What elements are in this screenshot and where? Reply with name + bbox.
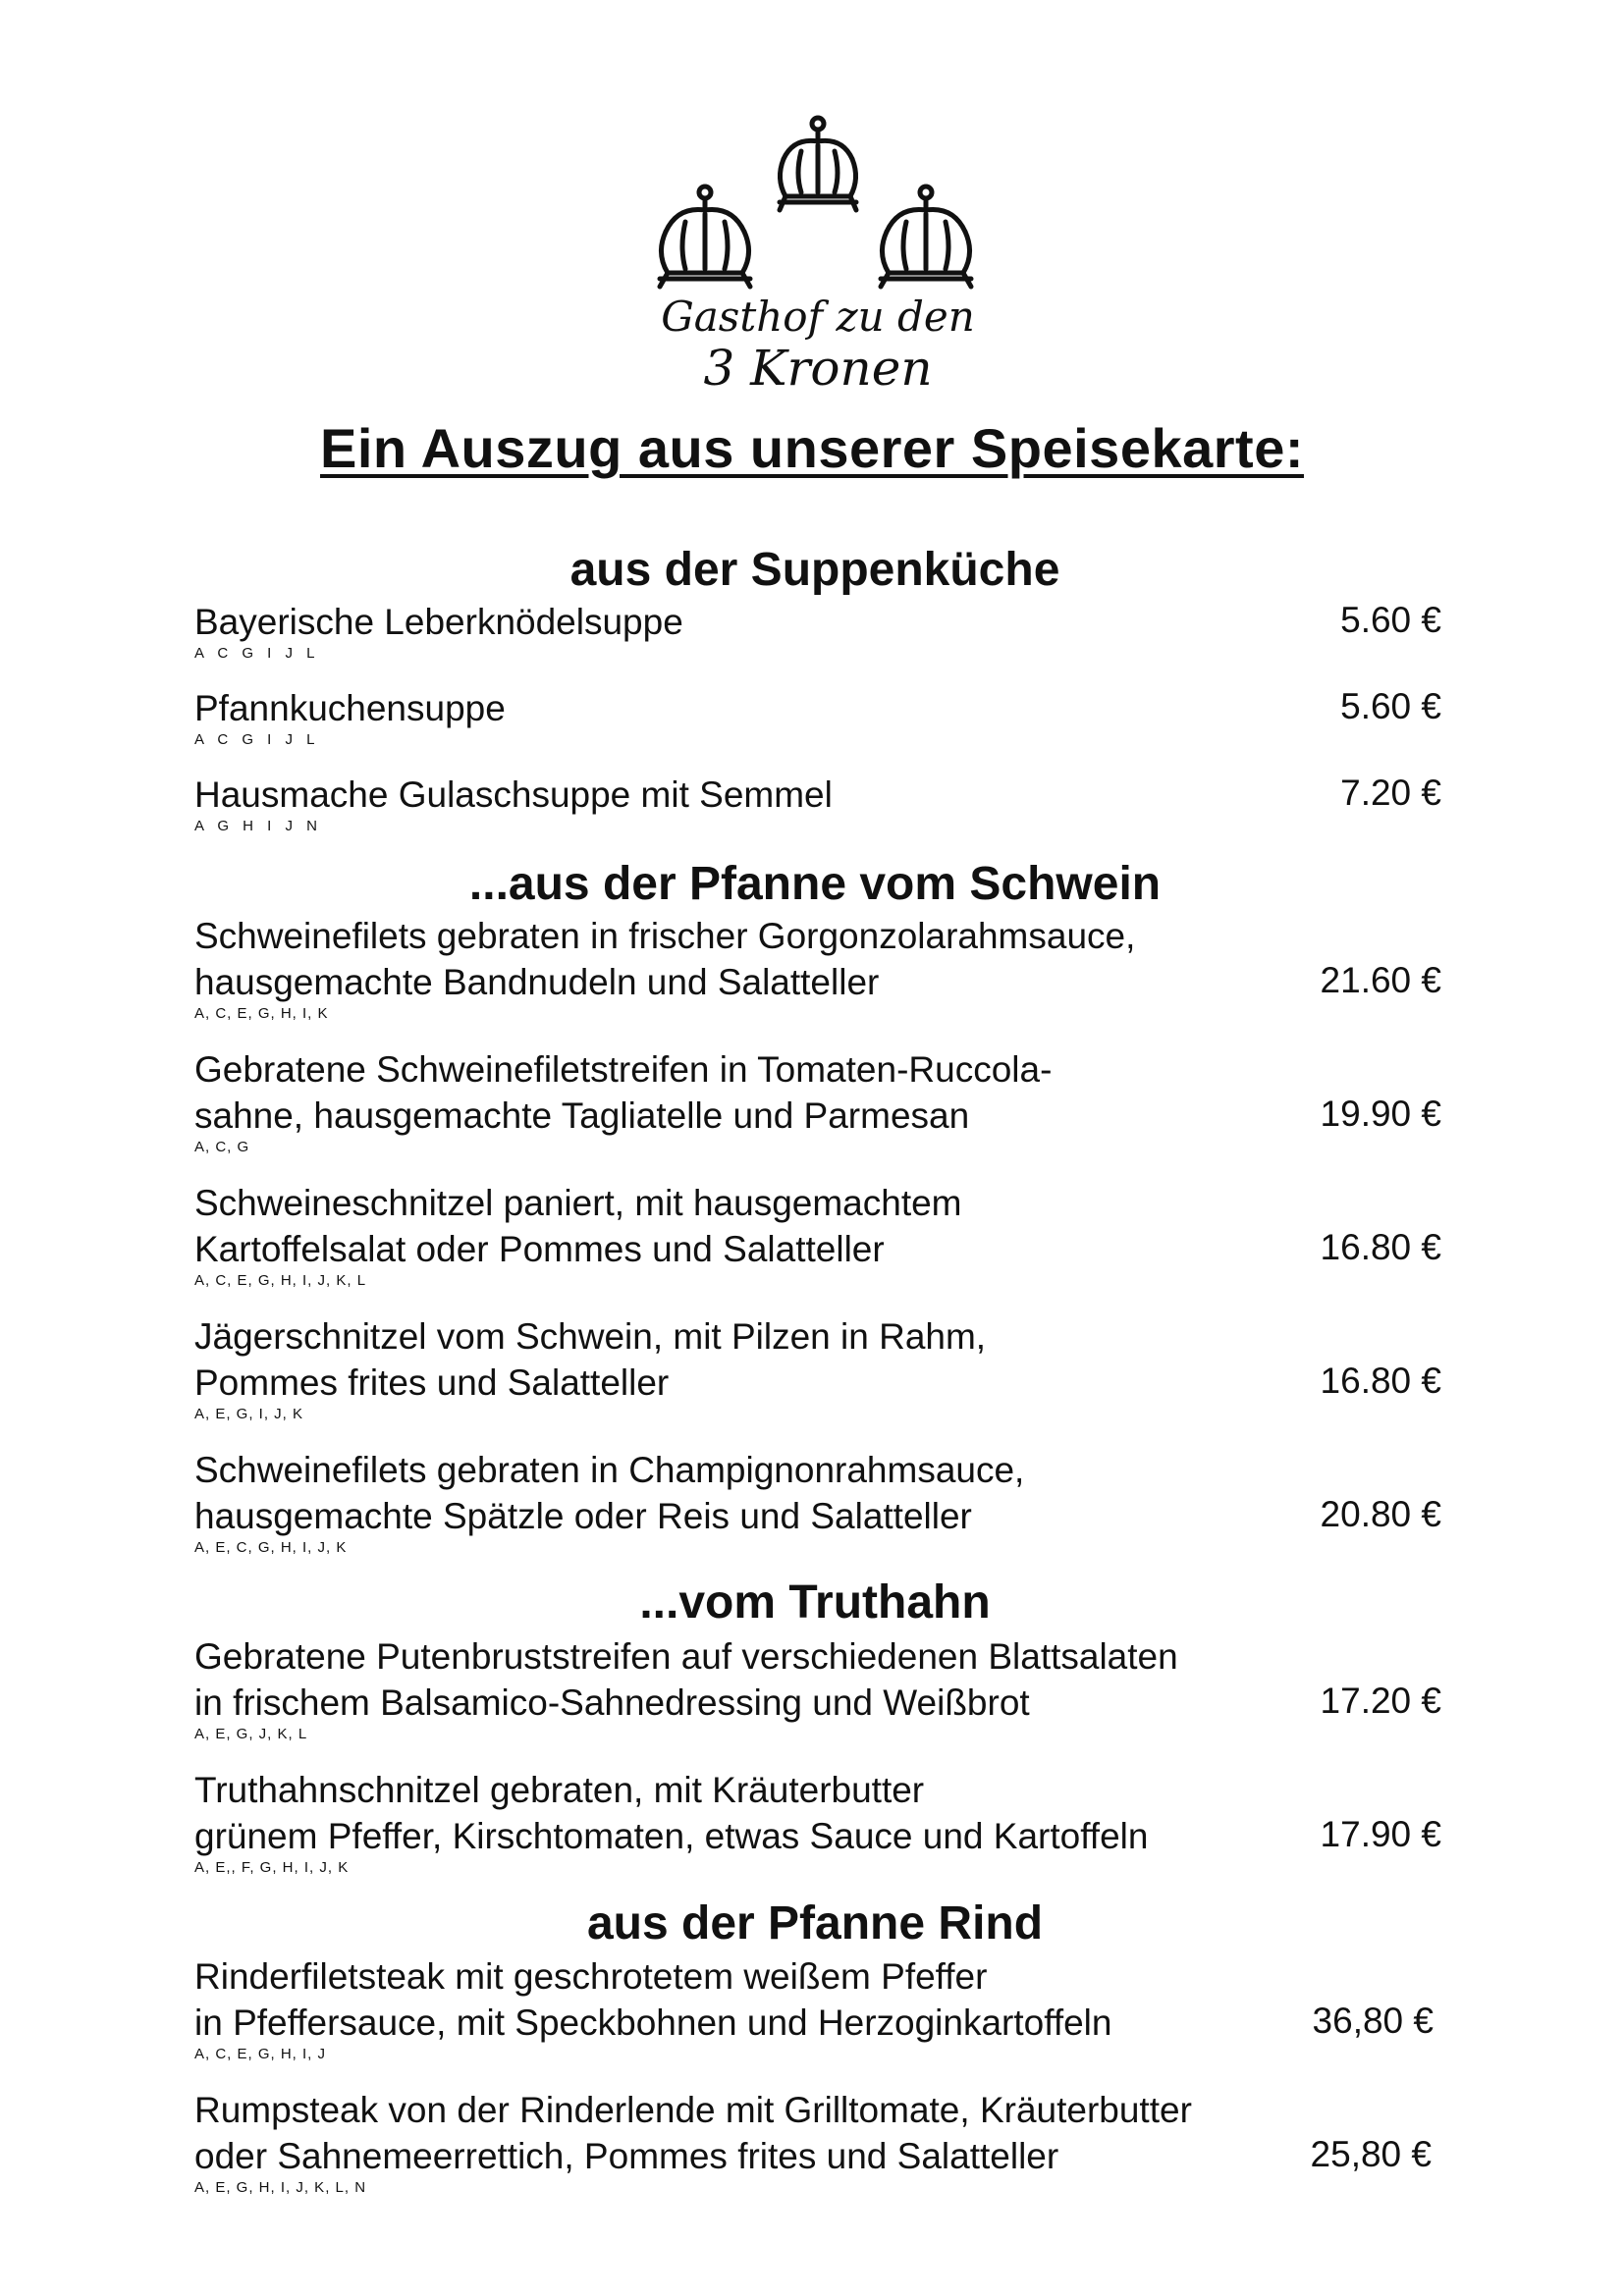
menu-item bbox=[194, 1180, 1441, 1290]
item-name-line1: Schweinefilets gebraten in Champignonrahmsauce, bbox=[194, 1450, 1025, 1490]
item-name-line2: oder Sahnemeerrettich, Pommes frites und Salatteller bbox=[194, 2136, 1059, 2176]
allergen-codes: A, E, C, G, H, I, J, K bbox=[194, 1539, 348, 1556]
item-price: 16.80 € bbox=[1320, 1361, 1441, 1401]
item-price: 20.80 € bbox=[1320, 1494, 1441, 1534]
item-name-line2: Pommes frites und Salatteller bbox=[194, 1362, 670, 1403]
item-price: 36,80 € bbox=[1312, 2001, 1434, 2041]
menu-item bbox=[194, 1767, 1441, 1877]
allergen-codes: A, E, G, I, J, K bbox=[194, 1406, 304, 1422]
item-name-line1: Jägerschnitzel vom Schwein, mit Pilzen in Rahm, bbox=[194, 1316, 987, 1357]
menu-item bbox=[194, 685, 1441, 749]
allergen-codes: A, E, G, H, I, J, K, L, N bbox=[194, 2179, 367, 2196]
allergen-codes: A, C, G bbox=[194, 1139, 250, 1155]
item-price: 5.60 € bbox=[1340, 600, 1441, 640]
logo-line2: 3 Kronen bbox=[703, 340, 933, 397]
menu-item bbox=[194, 1633, 1441, 1743]
item-price: 17.90 € bbox=[1320, 1814, 1441, 1854]
item-name-line2: sahne, hausgemachte Tagliatelle und Parmesan bbox=[194, 1095, 970, 1136]
item-price: 19.90 € bbox=[1320, 1094, 1441, 1134]
page-title: Ein Auszug aus unserer Speisekarte: bbox=[320, 417, 1304, 479]
item-name-line1: Rinderfiletsteak mit geschrotetem weißem Pfeffer bbox=[194, 1956, 988, 1997]
menu-item bbox=[194, 772, 1441, 835]
item-price: 17.20 € bbox=[1320, 1681, 1441, 1721]
section-title-truthahn: ...vom Truthahn bbox=[639, 1576, 991, 1629]
item-name-line1: Rumpsteak von der Rinderlende mit Grilltomate, Kräuterbutter bbox=[194, 2090, 1192, 2130]
menu-item bbox=[194, 913, 1441, 1023]
logo-line1: Gasthof zu den bbox=[661, 293, 975, 341]
menu-item bbox=[194, 599, 1441, 663]
item-price: 7.20 € bbox=[1340, 773, 1441, 813]
item-name-line2: grünem Pfeffer, Kirschtomaten, etwas Sauce und Kartoffeln bbox=[194, 1816, 1149, 1856]
section-title-rind: aus der Pfanne Rind bbox=[586, 1897, 1044, 1949]
item-name-line1: Schweinefilets gebraten in frischer Gorgonzolarahmsauce, bbox=[194, 916, 1136, 956]
crown-center-icon bbox=[780, 118, 856, 210]
item-name: Bayerische Leberknödelsuppe bbox=[194, 602, 683, 642]
item-name-line1: Gebratene Putenbruststreifen auf verschiedenen Blattsalaten bbox=[194, 1636, 1178, 1677]
menu-item bbox=[194, 2087, 1441, 2197]
item-name-line1: Gebratene Schweinefiletstreifen in Tomaten-Ruccola- bbox=[194, 1049, 1053, 1090]
crown-right-icon bbox=[881, 187, 971, 287]
allergen-codes: A, C, E, G, H, I, K bbox=[194, 1005, 329, 1022]
item-name: Pfannkuchensuppe bbox=[194, 688, 506, 728]
section-title-suppen: aus der Suppenküche bbox=[569, 544, 1060, 596]
crown-left-icon bbox=[660, 187, 750, 287]
allergen-codes: A C G I J L bbox=[194, 645, 320, 662]
item-name: Hausmache Gulaschsuppe mit Semmel bbox=[194, 774, 833, 815]
menu-item bbox=[194, 1447, 1441, 1557]
item-name-line2: hausgemachte Bandnudeln und Salatteller bbox=[194, 962, 880, 1002]
item-name-line1: Truthahnschnitzel gebraten, mit Kräuterbutter bbox=[194, 1770, 925, 1810]
restaurant-logo bbox=[617, 90, 1019, 414]
allergen-codes: A, E, G, J, K, L bbox=[194, 1726, 308, 1742]
menu-item bbox=[194, 1953, 1441, 2063]
item-name-line2: in frischem Balsamico-Sahnedressing und Weißbrot bbox=[194, 1682, 1030, 1723]
item-name-line2: in Pfeffersauce, mit Speckbohnen und Herzoginkartoffeln bbox=[194, 2002, 1112, 2043]
allergen-codes: A C G I J L bbox=[194, 731, 320, 748]
section-title-schwein: ...aus der Pfanne vom Schwein bbox=[468, 858, 1162, 910]
item-name-line1: Schweineschnitzel paniert, mit hausgemachtem bbox=[194, 1183, 962, 1223]
item-name-line2: hausgemachte Spätzle oder Reis und Salatteller bbox=[194, 1496, 972, 1536]
item-price: 25,80 € bbox=[1310, 2134, 1432, 2174]
allergen-codes: A, E,, F, G, H, I, J, K bbox=[194, 1859, 350, 1876]
item-price: 5.60 € bbox=[1340, 686, 1441, 726]
menu-item bbox=[194, 1313, 1441, 1423]
menu-item bbox=[194, 1046, 1441, 1156]
item-price: 16.80 € bbox=[1320, 1227, 1441, 1267]
item-price: 21.60 € bbox=[1320, 960, 1441, 1000]
allergen-codes: A, C, E, G, H, I, J bbox=[194, 2046, 327, 2062]
allergen-codes: A G H I J N bbox=[194, 818, 323, 834]
item-name-line2: Kartoffelsalat oder Pommes und Salatteller bbox=[194, 1229, 885, 1269]
allergen-codes: A, C, E, G, H, I, J, K, L bbox=[194, 1272, 367, 1289]
